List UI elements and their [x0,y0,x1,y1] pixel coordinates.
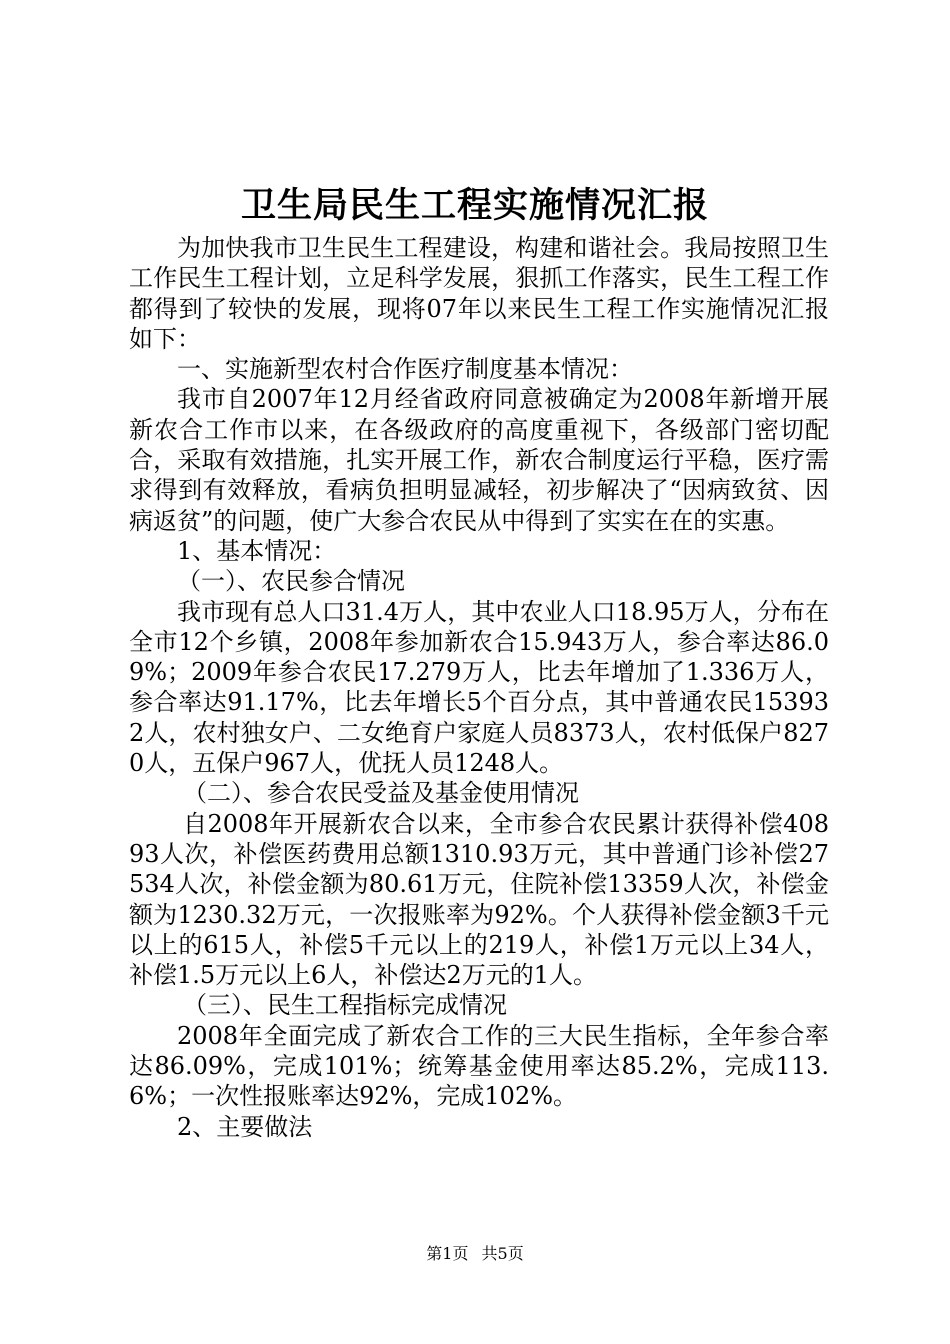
participation-paragraph: 我市现有总人口31.4万人，其中农业人口18.95万人，分布在全市12个乡镇，2008年参加新农合15.943万人，参合率达86.09%；2009年参合农民17.279万人，比去年增加了1.336万人，参合率达91.17%，比去年增长5个百分点，其中普通农民153932人，农村独女户、二女绝育户家庭人员8373人，农村低保户8270人，五保户967人，优抚人员1248人。 [129,597,829,778]
section-heading-1: 一、实施新型农村合作医疗制度基本情况： [177,355,633,384]
page-number: 第1页 [426,1244,469,1263]
page-total: 共5页 [481,1244,524,1263]
document-title: 卫生局民生工程实施情况汇报 [240,185,709,226]
intro-paragraph: 为加快我市卫生民生工程建设，构建和谐社会。我局按照卫生工作民生工程计划，立足科学发展，狠抓工作落实，民生工程工作都得到了较快的发展，现将07年以来民生工程工作实施情况汇报如下： [129,234,829,353]
section-1-paragraph: 我市自2007年12月经省政府同意被确定为2008年新增开展新农合工作市以来，在各级政府的高度重视下，各级部门密切配合，采取有效措施，扎实开展工作，新农合制度运行平稳，医疗需求得到有效释放，看病负担明显减轻，初步解决了“因病致贫、因病返贫”的问题，使广大参合农民从中得到了实实在在的实惠。 [129,385,829,535]
subheading-basic-situation: 1、基本情况： [177,536,337,565]
benefits-fund-paragraph: 自2008年开展新农合以来，全市参合农民累计获得补偿40893人次，补偿医药费用总额1310.93万元，其中普通门诊补偿27534人次，补偿金额为80.61万元，住院补偿13359人次，补偿金额为1230.32万元，一次报账率为92%。个人获得补偿金额3千元以上的615人，补偿5千元以上的219人，补偿1万元以上34人，补偿1.5万元以上6人，补偿达2万元的1人。 [129,809,829,990]
document-body [129,233,829,1142]
indicators-paragraph: 2008年全面完成了新农合工作的三大民生指标，全年参合率达86.09%，完成101%；统筹基金使用率达85.2%，完成113.6%；一次性报账率达92%，完成102%。 [129,1021,829,1111]
subheading-main-practices: 2、主要做法 [177,1112,313,1141]
subheading-indicators: （三）、民生工程指标完成情况 [183,991,507,1020]
subheading-participation: （一）、农民参合情况 [177,567,405,596]
page-footer [0,1242,950,1266]
subheading-benefits-fund: （二）、参合农民受益及基金使用情况 [183,779,579,808]
